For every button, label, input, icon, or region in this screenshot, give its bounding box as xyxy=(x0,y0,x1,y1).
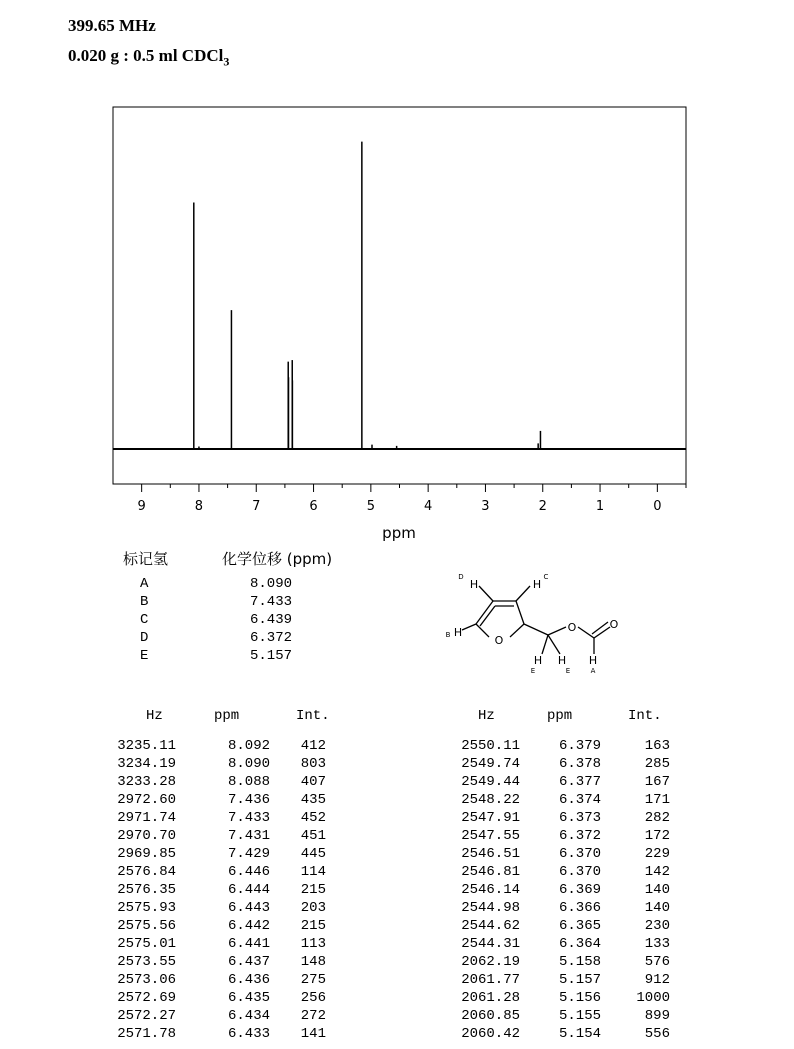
assignment-shift: 7.433 xyxy=(250,594,293,610)
h-atom-d: H xyxy=(469,578,479,591)
hz-value: 2571.78 xyxy=(117,1026,176,1042)
hz-value: 2969.85 xyxy=(117,846,176,862)
assignment-header-label: 标记氢 xyxy=(123,550,169,568)
intensity-value: 556 xyxy=(644,1026,670,1042)
ppm-value: 6.378 xyxy=(558,756,601,772)
peak-table-row xyxy=(0,756,794,774)
intensity-value: 133 xyxy=(644,936,670,952)
assignment-shift: 8.090 xyxy=(250,576,293,592)
ppm-value: 6.433 xyxy=(227,1026,270,1042)
label-c: C xyxy=(543,573,549,581)
peak-table-header: Hz xyxy=(478,708,495,724)
intensity-value: 435 xyxy=(300,792,326,808)
assignment-label: E xyxy=(140,648,149,664)
ppm-value: 7.436 xyxy=(227,792,270,808)
intensity-value: 256 xyxy=(300,990,326,1006)
peak-table-header: Hz xyxy=(146,708,163,724)
intensity-value: 229 xyxy=(644,846,670,862)
intensity-value: 275 xyxy=(300,972,326,988)
intensity-value: 171 xyxy=(644,792,670,808)
x-tick-label-4: 5 xyxy=(366,499,375,514)
hz-value: 2572.27 xyxy=(117,1008,176,1024)
peak-table-header: Int. xyxy=(296,708,330,724)
ppm-value: 6.373 xyxy=(558,810,601,826)
peak-table-row xyxy=(0,972,794,990)
ppm-value: 6.443 xyxy=(227,900,270,916)
spectrometer-frequency: 399.65 MHz xyxy=(68,16,156,35)
ppm-value: 6.435 xyxy=(227,990,270,1006)
hz-value: 2544.62 xyxy=(461,918,520,934)
sample-concentration-main: 0.020 g : 0.5 ml CDCl xyxy=(68,46,224,65)
hz-value: 2548.22 xyxy=(461,792,520,808)
hz-value: 2062.19 xyxy=(461,954,520,970)
intensity-value: 203 xyxy=(300,900,326,916)
assignment-shift: 6.439 xyxy=(250,612,293,628)
hz-value: 2576.84 xyxy=(117,864,176,880)
intensity-value: 912 xyxy=(644,972,670,988)
intensity-value: 140 xyxy=(644,882,670,898)
peak-table-row xyxy=(0,936,794,954)
x-tick-label-0: 9 xyxy=(137,499,146,514)
hz-value: 3235.11 xyxy=(117,738,176,754)
ppm-value: 5.156 xyxy=(558,990,601,1006)
hz-value: 2549.44 xyxy=(461,774,520,790)
peak-table-header: Int. xyxy=(628,708,662,724)
x-tick-label-1: 8 xyxy=(194,499,204,514)
x-tick-label-3: 6 xyxy=(309,499,318,514)
peak-table-row xyxy=(0,828,794,846)
assignment-label: D xyxy=(140,630,149,646)
hz-value: 2572.69 xyxy=(117,990,176,1006)
hz-value: 2060.85 xyxy=(461,1008,520,1024)
intensity-value: 215 xyxy=(300,918,326,934)
x-tick-label-2: 7 xyxy=(252,499,261,514)
h-atom-c: H xyxy=(532,578,542,591)
ppm-value: 6.369 xyxy=(558,882,601,898)
hz-value: 2546.51 xyxy=(461,846,520,862)
ppm-value: 7.431 xyxy=(227,828,270,844)
x-tick-label-5: 4 xyxy=(424,499,433,514)
hz-value: 3234.19 xyxy=(117,756,176,772)
peak-table-row xyxy=(0,792,794,810)
ring-oxygen: O xyxy=(494,634,504,647)
h-atom-b: H xyxy=(453,626,463,639)
ppm-value: 6.441 xyxy=(227,936,270,952)
ppm-value: 8.090 xyxy=(227,756,270,772)
intensity-value: 142 xyxy=(644,864,670,880)
intensity-value: 215 xyxy=(300,882,326,898)
ppm-value: 7.433 xyxy=(227,810,270,826)
peak-table-row xyxy=(0,774,794,792)
ppm-value: 6.437 xyxy=(227,954,270,970)
peak-table-row xyxy=(0,846,794,864)
hz-value: 2549.74 xyxy=(461,756,520,772)
intensity-value: 282 xyxy=(644,810,670,826)
intensity-value: 285 xyxy=(644,756,670,772)
peak-table-row xyxy=(0,954,794,972)
intensity-value: 452 xyxy=(300,810,326,826)
assignment-label: B xyxy=(140,594,149,610)
x-tick-label-8: 1 xyxy=(595,499,605,514)
ppm-value: 6.364 xyxy=(558,936,601,952)
hz-value: 2546.81 xyxy=(461,864,520,880)
ppm-value: 6.365 xyxy=(558,918,601,934)
peak-table-row xyxy=(0,882,794,900)
hz-value: 2544.31 xyxy=(461,936,520,952)
ppm-value: 6.372 xyxy=(558,828,601,844)
peak-table-row xyxy=(0,900,794,918)
hz-value: 2547.91 xyxy=(461,810,520,826)
assignment-shift: 6.372 xyxy=(250,630,293,646)
x-tick-label-7: 2 xyxy=(538,499,547,514)
hz-value: 2575.93 xyxy=(117,900,176,916)
hz-value: 2971.74 xyxy=(117,810,176,826)
ppm-value: 6.436 xyxy=(227,972,270,988)
intensity-value: 113 xyxy=(300,936,326,952)
ppm-value: 6.442 xyxy=(227,918,270,934)
plot-frame xyxy=(113,107,686,484)
intensity-value: 803 xyxy=(300,756,326,772)
intensity-value: 167 xyxy=(644,774,670,790)
intensity-value: 272 xyxy=(300,1008,326,1024)
intensity-value: 576 xyxy=(644,954,670,970)
ppm-value: 6.370 xyxy=(558,846,601,862)
ppm-value: 6.377 xyxy=(558,774,601,790)
ppm-value: 6.366 xyxy=(558,900,601,916)
ppm-value: 5.158 xyxy=(558,954,601,970)
hz-value: 2550.11 xyxy=(461,738,520,754)
ppm-value: 5.154 xyxy=(558,1026,601,1042)
intensity-value: 407 xyxy=(300,774,326,790)
intensity-value: 1000 xyxy=(636,990,670,1006)
hz-value: 2546.14 xyxy=(461,882,520,898)
ester-oxygen: O xyxy=(567,621,577,634)
ppm-value: 6.370 xyxy=(558,864,601,880)
hz-value: 2060.42 xyxy=(461,1026,520,1042)
ppm-value: 8.088 xyxy=(227,774,270,790)
ppm-value: 6.374 xyxy=(558,792,601,808)
assignment-label: A xyxy=(140,576,149,592)
peak-group xyxy=(194,142,541,449)
sample-concentration-subscript: 3 xyxy=(223,54,230,69)
hz-value: 2547.55 xyxy=(461,828,520,844)
ppm-value: 8.092 xyxy=(227,738,270,754)
peak-table-header: ppm xyxy=(547,708,573,724)
intensity-value: 148 xyxy=(300,954,326,970)
intensity-value: 230 xyxy=(644,918,670,934)
intensity-value: 114 xyxy=(300,864,326,880)
peak-table-row xyxy=(0,990,794,1008)
peak-table-row xyxy=(0,810,794,828)
intensity-value: 172 xyxy=(644,828,670,844)
label-b: B xyxy=(445,631,451,639)
ppm-value: 6.444 xyxy=(227,882,270,898)
hz-value: 2970.70 xyxy=(117,828,176,844)
peak-table-row xyxy=(0,1008,794,1026)
label-e1: E xyxy=(530,667,536,675)
x-tick-label-9: 0 xyxy=(653,499,662,514)
hz-value: 2544.98 xyxy=(461,900,520,916)
intensity-value: 899 xyxy=(644,1008,670,1024)
hz-value: 3233.28 xyxy=(117,774,176,790)
carbonyl-oxygen: O xyxy=(609,618,619,631)
assignment-label: C xyxy=(140,612,149,628)
intensity-value: 140 xyxy=(644,900,670,916)
hz-value: 2972.60 xyxy=(117,792,176,808)
hz-value: 2061.28 xyxy=(461,990,520,1006)
x-axis-label: ppm xyxy=(382,524,416,542)
label-a: A xyxy=(590,667,596,675)
assignment-shift: 5.157 xyxy=(250,648,293,664)
ppm-value: 5.157 xyxy=(558,972,601,988)
peak-table-header: ppm xyxy=(214,708,240,724)
ppm-value: 7.429 xyxy=(227,846,270,862)
hz-value: 2575.56 xyxy=(117,918,176,934)
hz-value: 2575.01 xyxy=(117,936,176,952)
peak-table-row xyxy=(0,738,794,756)
intensity-value: 445 xyxy=(300,846,326,862)
ppm-value: 6.434 xyxy=(227,1008,270,1024)
ppm-value: 5.155 xyxy=(558,1008,601,1024)
hz-value: 2576.35 xyxy=(117,882,176,898)
peak-table-row xyxy=(0,864,794,882)
intensity-value: 141 xyxy=(300,1026,326,1042)
intensity-value: 412 xyxy=(300,738,326,754)
x-tick-label-6: 3 xyxy=(481,499,490,514)
h-atom-e1: H xyxy=(533,654,543,667)
hz-value: 2573.55 xyxy=(117,954,176,970)
x-axis-ticks xyxy=(138,484,686,514)
peak-table-row xyxy=(0,1026,794,1044)
hz-value: 2061.77 xyxy=(461,972,520,988)
ppm-value: 6.379 xyxy=(558,738,601,754)
ppm-value: 6.446 xyxy=(227,864,270,880)
h-atom-a: H xyxy=(588,654,598,667)
hz-value: 2573.06 xyxy=(117,972,176,988)
peak-table-row xyxy=(0,918,794,936)
intensity-value: 451 xyxy=(300,828,326,844)
label-e2: E xyxy=(565,667,571,675)
intensity-value: 163 xyxy=(644,738,670,754)
peak-table xyxy=(0,708,794,1049)
assignment-header-shift: 化学位移 (ppm) xyxy=(222,550,333,568)
label-d: D xyxy=(458,573,464,581)
h-atom-e2: H xyxy=(557,654,567,667)
